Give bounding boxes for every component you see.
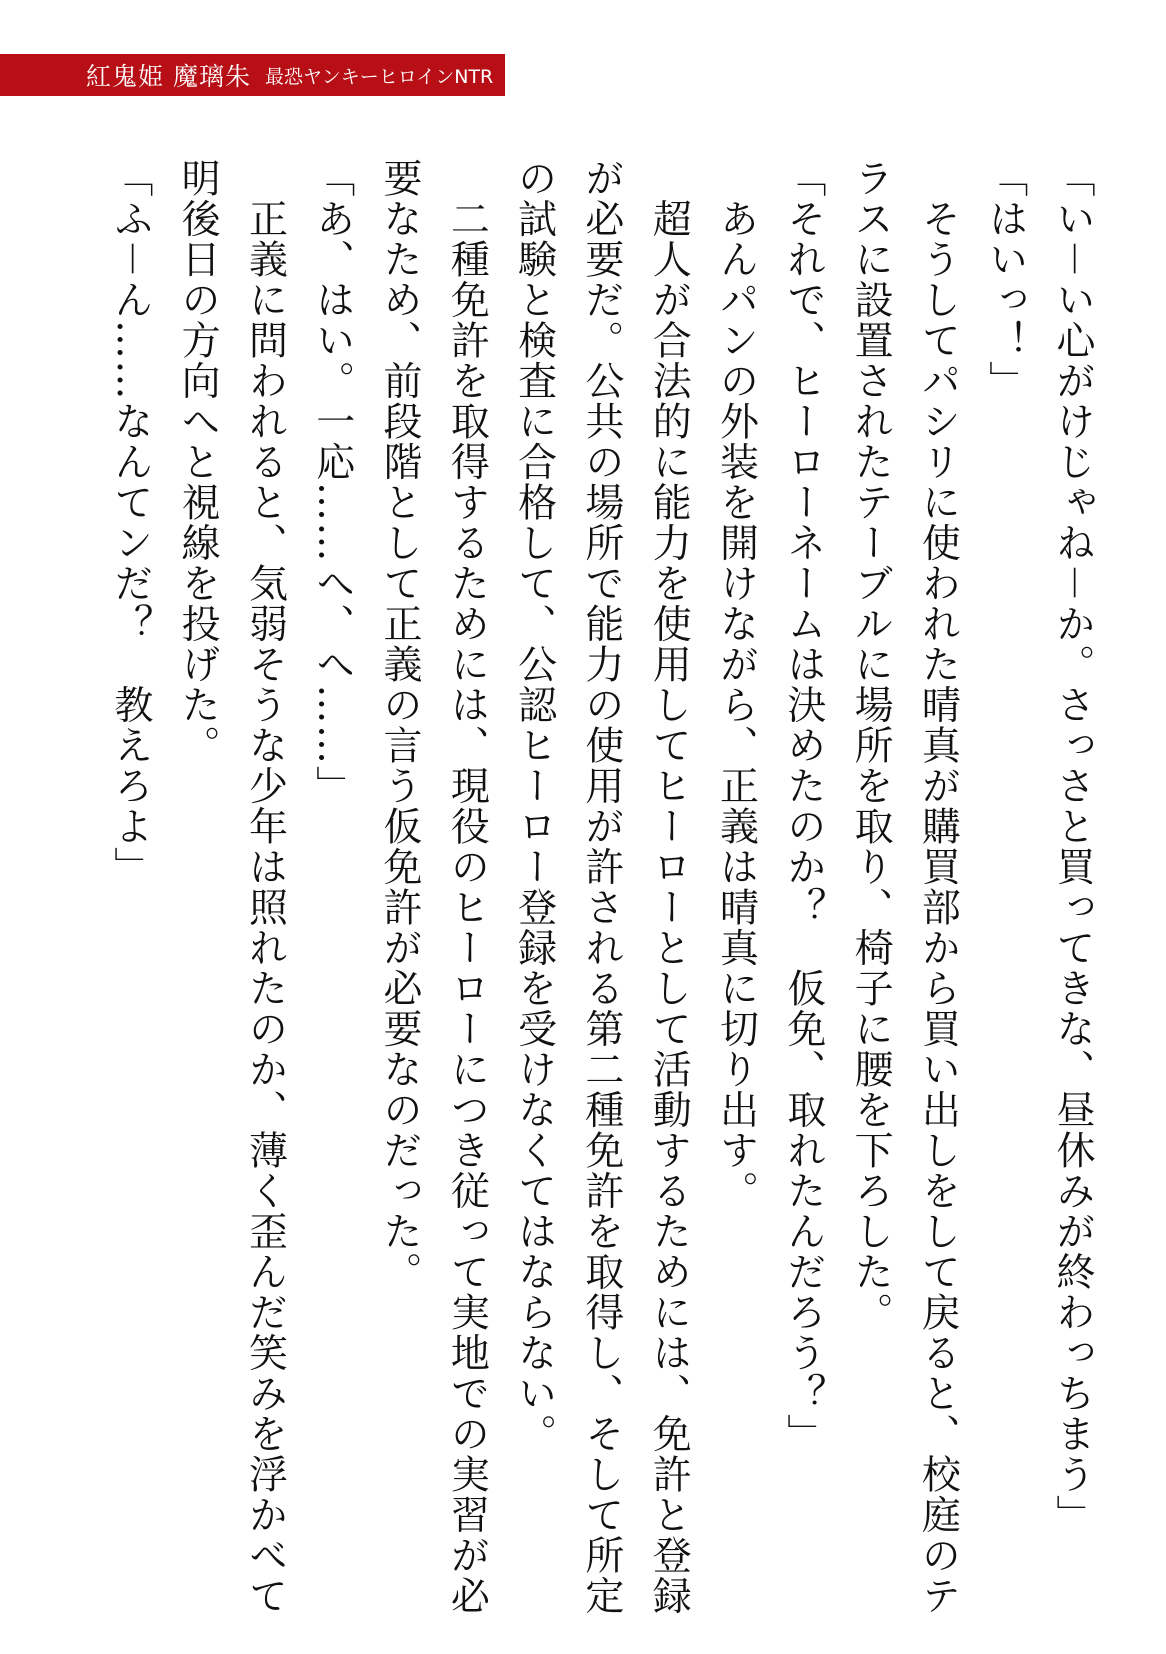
text-line: の試験と検査に合格して、公認ヒーロー登録を受けなくてはならない。: [511, 158, 557, 1454]
text-line: ラスに設置されたテーブルに場所を取り、椅子に腰を下ろした。: [848, 158, 894, 1333]
text-line: 「ふ－ん……なんてンだ？ 教えろよ」: [107, 158, 153, 887]
book-title: 紅鬼姫 魔璃朱: [86, 62, 251, 91]
text-line: 超人が合法的に能力を使用してヒーローとして活動するためには、免許と登録: [646, 158, 692, 1616]
header-band: [0, 54, 505, 96]
text-line: 「それで、ヒーローネームは決めたのか？ 仮免、取れたんだろう？」: [780, 158, 826, 1454]
vertical-text-body: [86, 158, 1106, 1628]
text-line: 二種免許を取得するためには、現役のヒーローにつき従って実地での実習が必: [444, 158, 490, 1616]
text-line: あんパンの外装を開けながら、正義は晴真に切り出す。: [713, 158, 759, 1211]
text-line: 「はいっ！」: [982, 158, 1028, 401]
text-line: そうしてパシリに使われた晴真が購買部から買い出しをして戻ると、校庭のテ: [915, 158, 961, 1616]
text-line: 要なため、前段階として正義の言う仮免許が必要なのだった。: [377, 158, 423, 1292]
text-line: 「あ、はい。一応……へ、へ……」: [309, 158, 355, 806]
book-subtitle: 最恐ヤンキーヒロインNTR: [264, 65, 494, 88]
text-line: が必要だ。公共の場所で能力の使用が許される第二種免許を取得し、そして所定: [578, 158, 624, 1616]
text-line: 正義に問われると、気弱そうな少年は照れたのか、薄く歪んだ笑みを浮かべて: [242, 158, 288, 1616]
text-line: 明後日の方向へと視線を投げた。: [175, 158, 221, 766]
text-line: 「い－い心がけじゃね－か。さっさと買ってきな、昼休みが終わっちまう」: [1050, 158, 1095, 1535]
